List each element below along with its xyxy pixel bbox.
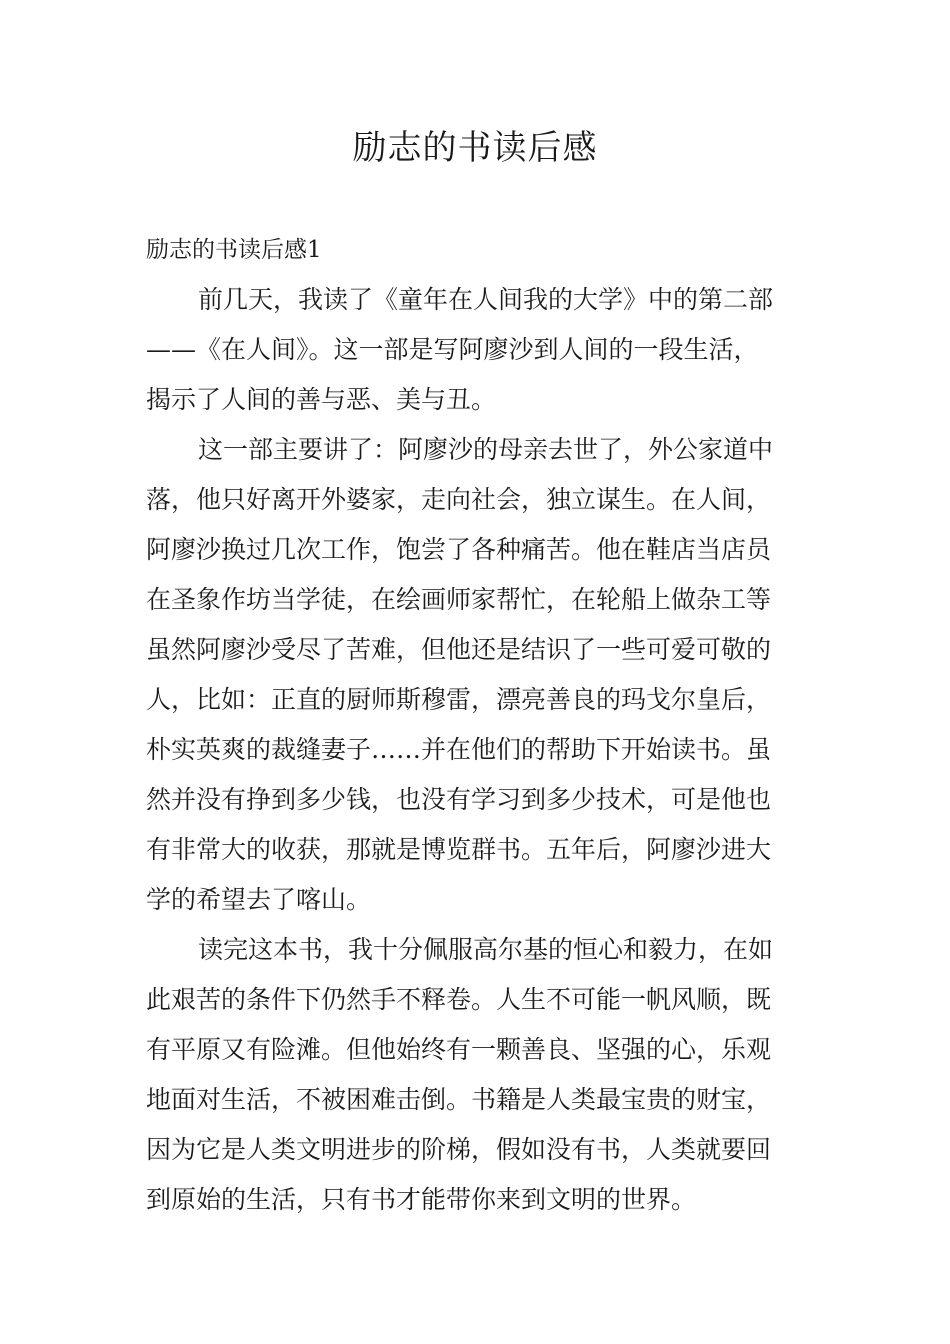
- text-line: 在圣象作坊当学徒，在绘画师家帮忙，在轮船上做杂工等: [146, 585, 772, 614]
- section-heading: 励志的书读后感1: [146, 237, 322, 263]
- text-line: 这一部主要讲了：阿廖沙的母亲去世了，外公家道中: [198, 435, 774, 464]
- text-line: 朴实英爽的裁缝妻子……并在他们的帮助下开始读书。虽: [146, 735, 772, 764]
- text-line: 学的希望去了喀山。: [146, 885, 372, 914]
- text-line: 人，比如：正直的厨师斯穆雷，漂亮善良的玛戈尔皇后，: [146, 685, 772, 714]
- text-line: 到原始的生活，只有书才能带你来到文明的世界。: [146, 1185, 697, 1214]
- text-line: 揭示了人间的善与恶、美与丑。: [146, 385, 497, 414]
- text-line: ——《在人间》。这一部是写阿廖沙到人间的一段生活，: [146, 335, 759, 364]
- text-line: 地面对生活，不被困难击倒。书籍是人类最宝贵的财宝，: [146, 1085, 772, 1114]
- text-line: 然并没有挣到多少钱，也没有学习到多少技术，可是他也: [146, 785, 772, 814]
- text-line: 因为它是人类文明进步的阶梯，假如没有书，人类就要回: [146, 1135, 772, 1164]
- text-line: 读完这本书，我十分佩服高尔基的恒心和毅力，在如: [198, 935, 774, 964]
- text-line: 有平原又有险滩。但他始终有一颗善良、坚强的心，乐观: [146, 1035, 772, 1064]
- text-line: 阿廖沙换过几次工作，饱尝了各种痛苦。他在鞋店当店员: [146, 535, 772, 564]
- text-line: 落，他只好离开外婆家，走向社会，独立谋生。在人间，: [146, 485, 772, 514]
- text-line: 前几天，我读了《童年在人间我的大学》中的第二部: [198, 285, 774, 314]
- text-line: 虽然阿廖沙受尽了苦难，但他还是结识了一些可爱可敬的: [146, 635, 772, 664]
- document-title: 励志的书读后感: [352, 128, 598, 168]
- text-line: 有非常大的收获，那就是博览群书。五年后，阿廖沙进大: [146, 835, 772, 864]
- text-line: 此艰苦的条件下仍然手不释卷。人生不可能一帆风顺，既: [146, 985, 772, 1014]
